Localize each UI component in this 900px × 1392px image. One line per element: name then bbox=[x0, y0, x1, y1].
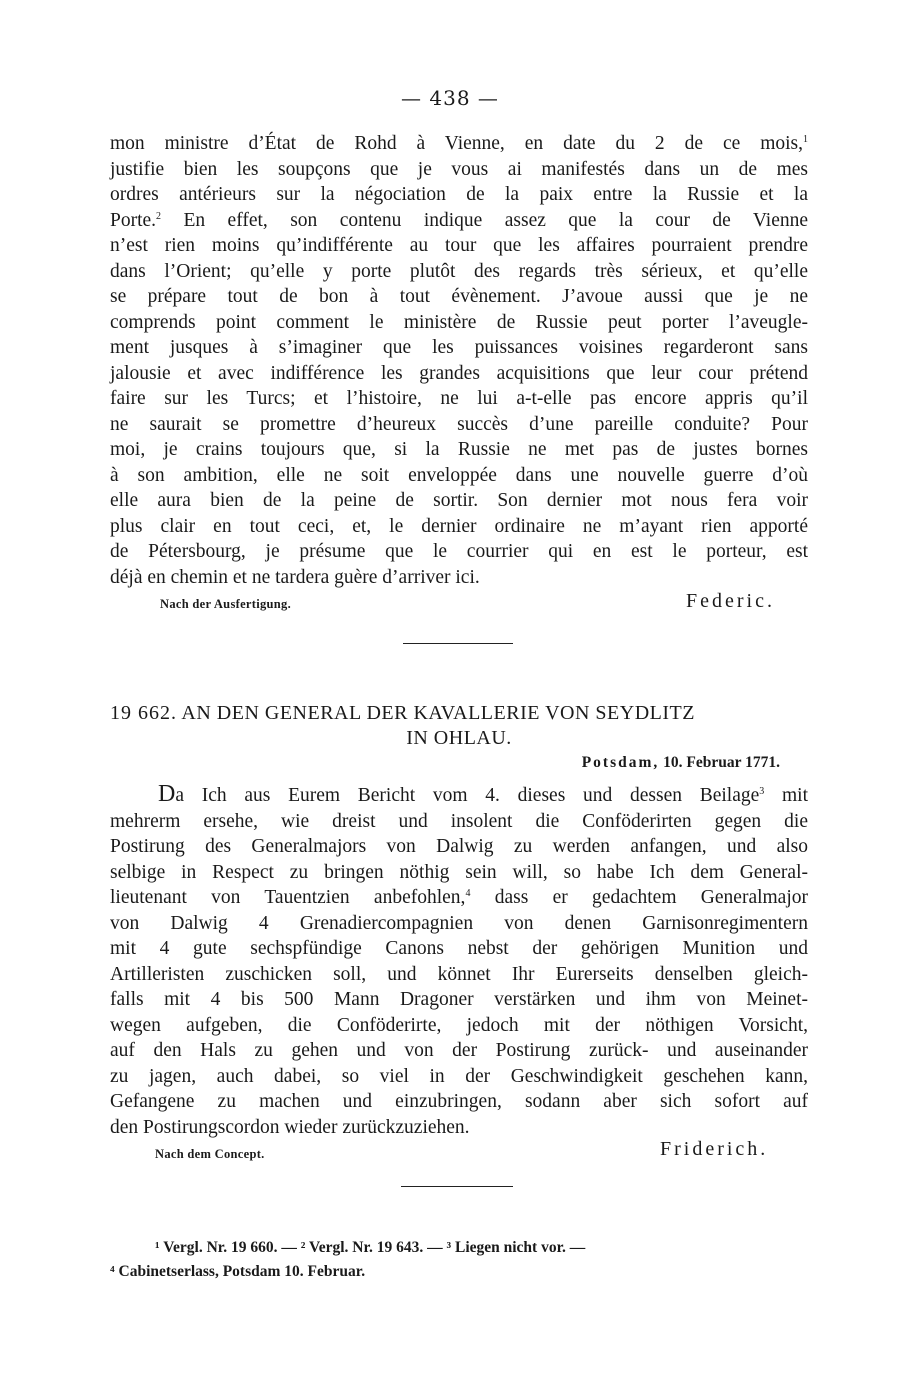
text-line: déjà en chemin et ne tardera guère d’arriver ici. bbox=[110, 566, 480, 588]
footnote-line: ¹ Vergl. Nr. 19 660. — ² Vergl. Nr. 19 643. — ³ Liegen nicht vor. — bbox=[155, 1239, 586, 1256]
text-line: Da Ich aus Eurem Bericht vom 4. dieses und dessen Beilage$^3$ mit bbox=[158, 781, 809, 807]
dateline-date: 10. Februar 1771. bbox=[663, 754, 780, 771]
footnote-marker: 4 bbox=[465, 888, 471, 899]
text-line: comprends point comment le ministère de Russie peut porter l’aveugle- bbox=[110, 311, 808, 333]
page-number: — 438 — bbox=[401, 86, 499, 110]
text-line: dans l’Orient; qu’elle y porte plutôt des regards très sérieux, et qu’elle bbox=[110, 260, 808, 282]
footnotes bbox=[110, 1236, 808, 1284]
text-line: Postirung des Generalmajors von Dalwig zu werden anfangen, und also bbox=[110, 836, 808, 857]
text-line: Porte.$^2$ En effet, son contenu indique assez que la cour de Vienne bbox=[110, 209, 809, 231]
text-line: lieutenant von Tauentzien anbefohlen,$^4$ dass er gedachtem Generalmajor bbox=[110, 887, 808, 908]
letter-heading-line2 bbox=[110, 727, 808, 750]
signature: Friderich. bbox=[660, 1138, 769, 1160]
letter-number: 19 662. bbox=[110, 702, 177, 724]
text-line: elle aura bien de la peine de sortir. Son dernier mot nous fera voir bbox=[110, 490, 808, 511]
letter-1-body bbox=[110, 131, 808, 590]
footnote-line: ⁴ Cabinetserlass, Potsdam 10. Februar. bbox=[110, 1263, 366, 1280]
text-line: faire sur les Turcs; et l’histoire, ne lui a-t-elle pas encore appris qu’il bbox=[110, 388, 808, 409]
footnote-marker: 1 bbox=[803, 134, 808, 145]
source-note: Nach der Ausfertigung. bbox=[160, 597, 292, 611]
text-line: falls mit 4 bis 500 Mann Dragoner verstärken und ihm von Meinet- bbox=[110, 989, 808, 1010]
text-line: zu jagen, auch dabei, so viel in der Geschwindigkeit geschehen kann, bbox=[110, 1065, 808, 1087]
letter-2-body bbox=[110, 782, 808, 1140]
text-line: Artilleristen zuschicken soll, und könnet Ihr Eurerseits denselben gleich- bbox=[110, 963, 808, 985]
footnote-marker: 3 bbox=[759, 786, 765, 797]
text-line: mehrerm ersehe, wie dreist und insolent die Conföderirten gegen die bbox=[110, 810, 808, 832]
section-divider bbox=[401, 1186, 513, 1187]
text-line: ment jusques à s’imaginer que les puissances voisines regarderont sans bbox=[110, 337, 808, 358]
letter-heading bbox=[110, 702, 808, 725]
initial-letter: D bbox=[158, 781, 176, 807]
text-line: se prépare tout de bon à tout évènement. J’avoue aussi que je ne bbox=[110, 286, 808, 307]
letter-recipient-location: IN OHLAU. bbox=[406, 727, 512, 749]
text-line: mit 4 gute sechspfündige Canons nebst der gehörigen Munition und bbox=[110, 938, 808, 959]
text-line: auf den Hals zu gehen und von der Postirung zurück- und auseinander bbox=[110, 1040, 808, 1061]
text-line: plus clair en tout ceci, et, le dernier ordinaire ne m’ayant rien apporté bbox=[110, 515, 808, 537]
section-divider bbox=[403, 643, 513, 644]
text-line: Gefangene zu machen und einzubringen, sodann aber sich sofort auf bbox=[110, 1091, 808, 1112]
text-line: de Pétersbourg, je présume que le courrier qui en est le porteur, est bbox=[110, 541, 808, 562]
text-line: mon ministre d’État de Rohd à Vienne, en date du 2 de ce mois,$^1$ bbox=[110, 133, 808, 154]
text-line: jalousie et avec indifférence les grandes acquisitions que leur cour prétend bbox=[110, 362, 808, 384]
text-line: n’est rien moins qu’indifférente au tour que les affaires pourraient prendre bbox=[110, 235, 808, 256]
text-line: moi, je crains toujours que, si la Russie ne met pas de justes bornes bbox=[110, 439, 808, 460]
text-line: von Dalwig 4 Grenadiercompagnien von denen Garnisonregimentern bbox=[110, 912, 808, 934]
dateline bbox=[110, 754, 780, 772]
letter-recipient: AN DEN GENERAL DER KAVALLERIE VON SEYDLITZ bbox=[181, 702, 695, 724]
signature: Federic. bbox=[686, 590, 775, 612]
source-note: Nach dem Concept. bbox=[155, 1147, 265, 1161]
footnote-marker: 2 bbox=[156, 210, 162, 222]
dateline-place: Potsdam, bbox=[581, 754, 660, 771]
text-line: à son ambition, elle ne soit enveloppée dans une nouvelle guerre d’où bbox=[110, 464, 808, 486]
text-line: selbige in Respect zu bringen nöthig sein will, so habe Ich dem General- bbox=[110, 861, 808, 883]
text-line: justifie bien les soupçons que je vous ai manifestés dans un de mes bbox=[110, 158, 808, 180]
text-line: wegen aufgeben, die Conföderirte, jedoch mit der nöthigen Vorsicht, bbox=[110, 1014, 808, 1036]
text-line: ne saurait se promettre d’heureux succès d’une pareille conduite? Pour bbox=[110, 413, 808, 435]
text-line: ordres antérieurs sur la négociation de la paix entre la Russie et la bbox=[110, 184, 808, 205]
text-line: den Postirungscordon wieder zurückzuziehen. bbox=[110, 1116, 470, 1138]
